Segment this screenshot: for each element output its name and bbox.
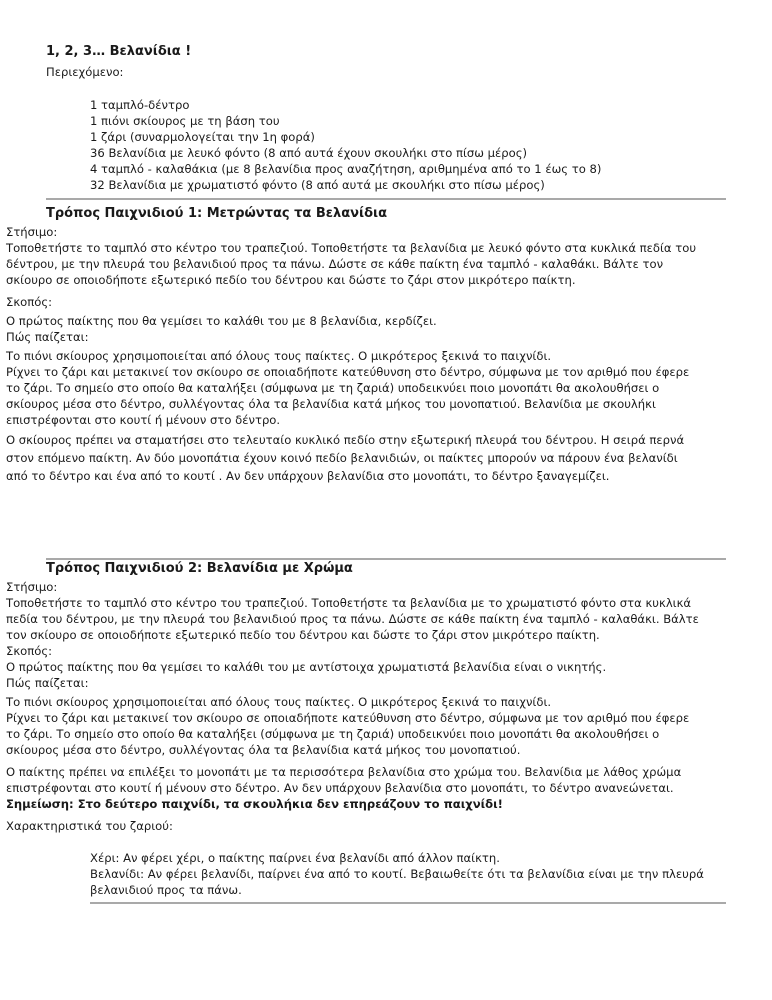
section-divider [46, 558, 726, 560]
game1-end-line: Ο σκίουρος πρέπει να σταματήσει στο τελευταίο κυκλικό πεδίο στην εξωτερική πλευρά του δέντρου. Η σειρά περνά [6, 433, 685, 447]
game1-setup-line: σκίουρο σε οποιοδήποτε εξωτερικό πεδίο του δέντρου και δώστε το ζάρι στον μικρότερο παίκτη. [6, 273, 576, 287]
dice-item-hand: Χέρι: Αν φέρει χέρι, ο παίκτης παίρνει ένα βελανίδι από άλλον παίκτη. [90, 851, 500, 865]
game2-goal-text: Ο πρώτος παίκτης που θα γεμίσει το καλάθι του με αντίστοιχα χρωματιστά βελανίδια είναι ο νικητής. [6, 660, 607, 674]
contents-label: Περιεχόμενο: [46, 65, 124, 79]
game2-setup-line: τον σκίουρο σε οποιοδήποτε εξωτερικό πεδίο του δέντρου και δώστε το ζάρι στον μικρότερο παίκτη. [6, 628, 600, 642]
game2-play-line: Το πιόνι σκίουρος χρησιμοποιείται από όλους τους παίκτες. Ο μικρότερος ξεκινά το παιχνίδι. [6, 695, 552, 709]
game2-section [6, 579, 772, 834]
game1-title: Τρόπος Παιχνιδιού 1: Μετρώντας τα Βελανίδια [46, 206, 388, 221]
game2-end-line: Ο παίκτης πρέπει να επιλέξει το μονοπάτι με τα περισσότερα βελανίδια στο χρώμα του. Βελανίδια με λάθος χρώμα [6, 765, 682, 779]
contents-item: 1 ζάρι (συναρμολογείται την 1η φορά) [90, 130, 315, 144]
game1-setup-line: δέντρου, με την πλευρά του βελανιδιού προς τα πάνω. Δώστε σε κάθε παίκτη ένα ταμπλό - καλαθάκι. Βάλτε τον [6, 257, 664, 271]
game1-setup-line: Τοποθετήστε το ταμπλό στο κέντρο του τραπεζιού. Τοποθετήστε τα βελανίδια με λευκό φόντο στα κυκλικά πεδία του [6, 241, 697, 255]
game1-play-line: Ρίχνει το ζάρι και μετακινεί τον σκίουρο σε οποιαδήποτε κατεύθυνση στο δέντρο, σύμφωνα με τον αριθμό που έφερε [6, 365, 690, 379]
game2-end-line: επιστρέφονται στο κουτί ή μένουν στο δέντρο. Αν δεν υπάρχουν βελανίδια στο μονοπάτι, το δέντρο ανανεώνεται. [6, 781, 674, 795]
game1-end-line: από το δέντρο και ένα από το κουτί . Αν δεν υπάρχουν βελανίδια στο μονοπάτι, το δέντρο ξαναγεμίζει. [6, 469, 610, 483]
contents-item: 1 ταμπλό-δέντρο [90, 98, 190, 112]
game2-goal-label: Σκοπός: [6, 644, 53, 658]
game1-play-label: Πώς παίζεται: [6, 330, 89, 344]
game1-goal-label: Σκοπός: [6, 295, 53, 309]
dice-list [90, 850, 704, 898]
contents-list [90, 97, 601, 193]
game1-play-line: σκίουρος μέσα στο δέντρο, συλλέγοντας όλα τα βελανίδια κατά μήκος του μονοπατιού. Βελανίδια με σκουλήκι [6, 397, 656, 411]
game2-play-line: σκίουρος μέσα στο δέντρο, συλλέγοντας όλα τα βελανίδια κατά μήκος του μονοπατιού. [6, 743, 521, 757]
dice-item-acorn-cont: βελανιδιού προς τα πάνω. [90, 883, 242, 897]
game2-setup-line: πεδία του δέντρου, με την πλευρά του βελανιδιού προς τα πάνω. Δώστε σε κάθε παίκτη ένα ταμπλό - καλαθάκι. Βάλτε [6, 612, 699, 626]
contents-item: 36 Βελανίδια με λευκό φόντο (8 από αυτά έχουν σκουλήκι στο πίσω μέρος) [90, 146, 528, 160]
game1-play-line: το ζάρι. Το σημείο στο οποίο θα καταλήξει (σύμφωνα με τη ζαριά) υποδεικνύει ποιο μονοπάτι θα ακολουθήσει ο [6, 381, 660, 395]
game2-note: Σημείωση: Στο δεύτερο παιχνίδι, τα σκουλήκια δεν επηρεάζουν το παιχνίδι! [6, 797, 503, 811]
game1-play-line: επιστρέφονται στο κουτί ή μένουν στο δέντρο. [6, 413, 281, 427]
game2-setup-label: Στήσιμο: [6, 580, 58, 594]
game2-play-line: το ζάρι. Το σημείο στο οποίο θα καταλήξει (σύμφωνα με τη ζαριά) υποδεικνύει ποιο μονοπάτι θα ακολουθήσει ο [6, 727, 660, 741]
game2-play-label: Πώς παίζεται: [6, 676, 89, 690]
page-title: 1, 2, 3… Βελανίδια ! [46, 44, 192, 59]
game1-setup-label: Στήσιμο: [6, 225, 58, 239]
game1-goal-text: Ο πρώτος παίκτης που θα γεμίσει το καλάθι του με 8 βελανίδια, κερδίζει. [6, 314, 437, 328]
game2-setup-line: Τοποθετήστε το ταμπλό στο κέντρο του τραπεζιού. Τοποθετήστε τα βελανίδια με το χρωματιστό φόντο στα κυκλικά [6, 596, 692, 610]
section-divider [90, 902, 726, 904]
game2-play-line: Ρίχνει το ζάρι και μετακινεί τον σκίουρο σε οποιαδήποτε κατεύθυνση στο δέντρο, σύμφωνα με τον αριθμό που έφερε [6, 711, 690, 725]
dice-label: Χαρακτηριστικά του ζαριού: [6, 819, 173, 833]
dice-item-acorn: Βελανίδι: Αν φέρει βελανίδι, παίρνει ένα από το κουτί. Βεβαιωθείτε ότι τα βελανίδια είναι με την πλευρά [90, 867, 704, 881]
contents-item: 1 πιόνι σκίουρος με τη βάση του [90, 114, 280, 128]
contents-item: 32 Βελανίδια με χρωματιστό φόντο (8 από αυτά με σκουλήκι στο πίσω μέρος) [90, 178, 545, 192]
game2-title: Τρόπος Παιχνιδιού 2: Βελανίδια με Χρώμα [46, 561, 353, 576]
game1-section [6, 224, 772, 485]
game1-end-line: στον επόμενο παίκτη. Αν δύο μονοπάτια έχουν κοινό πεδίο βελανιδιών, οι παίκτες μπορούν να πάρουν ένα βελανίδι [6, 451, 678, 465]
section-divider [46, 198, 726, 200]
contents-item: 4 ταμπλό - καλαθάκια (με 8 βελανίδια προς αναζήτηση, αριθμημένα από το 1 έως το 8) [90, 162, 602, 176]
game1-play-line: Το πιόνι σκίουρος χρησιμοποιείται από όλους τους παίκτες. Ο μικρότερος ξεκινά το παιχνίδι. [6, 349, 552, 363]
